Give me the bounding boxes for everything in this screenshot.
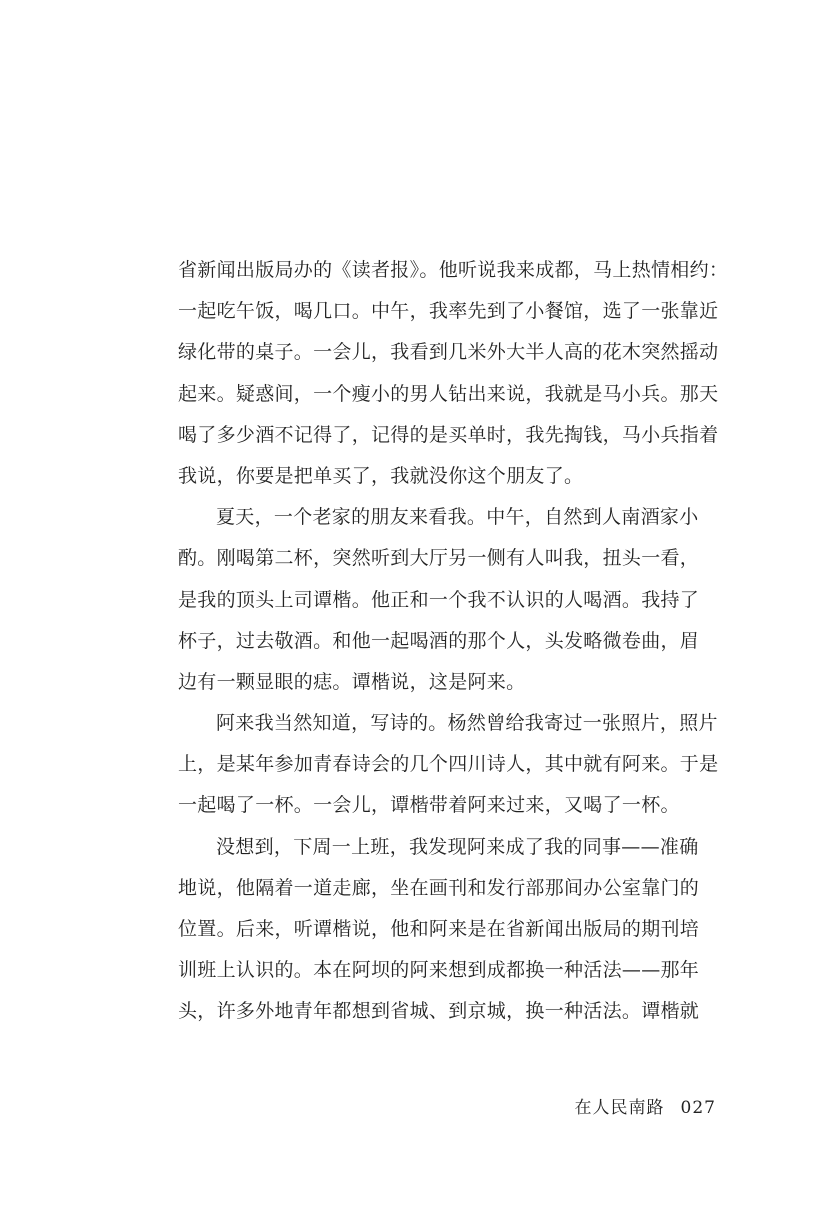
text-line: 是我的顶头上司谭楷。他正和一个我不认识的人喝酒。我持了 [178, 588, 700, 611]
text-line: 省新闻出版局办的《读者报》。他听说我来成都，马上热情相约： [178, 259, 729, 281]
text-line: 喝了多少酒不记得了，记得的是买单时，我先掏钱，马小兵指着 [178, 423, 719, 446]
text-line: 位置。后来，听谭楷说，他和阿来是在省新闻出版局的期刊培 [178, 918, 700, 940]
text-line: 边有一颗显眼的痣。谭楷说，这是阿来。 [178, 670, 526, 693]
paragraph [178, 497, 716, 703]
text-line: 夏天，一个老家的朋友来看我。中午，自然到人南酒家小 [216, 506, 699, 529]
text-line: 酌。刚喝第二杯，突然听到大厅另一侧有人叫我，扭头一看， [178, 547, 700, 570]
paragraph [178, 827, 716, 1033]
body-text [178, 250, 729, 1033]
text-line: 训班上认识的。本在阿坝的阿来想到成都换一种活法——那年 [178, 959, 700, 982]
paragraph [178, 250, 729, 497]
page-footer [520, 1093, 716, 1118]
text-line: 地说，他隔着一道走廊，坐在画刊和发行部那间办公室靠门的 [178, 876, 700, 899]
text-line: 一起吃午饭，喝几口。中午，我率先到了小餐馆，选了一张靠近 [178, 300, 719, 323]
text-line: 阿来我当然知道，写诗的。杨然曾给我寄过一张照片，照片 [216, 712, 718, 735]
text-line: 一起喝了一杯。一会儿，谭楷带着阿来过来，又喝了一杯。 [178, 794, 680, 817]
text-line: 起来。疑惑间，一个瘦小的男人钻出来说，我就是马小兵。那天 [178, 382, 719, 405]
paragraph [178, 703, 719, 827]
text-line: 头，许多外地青年都想到省城、到京城，换一种活法。谭楷就 [178, 1000, 700, 1023]
page-number: 027 [680, 1098, 716, 1118]
text-line: 绿化带的桌子。一会儿，我看到几米外大半人高的花木突然摇动 [178, 341, 719, 364]
text-line: 我说，你要是把单买了，我就没你这个朋友了。 [178, 464, 584, 487]
text-line: 杯子，过去敬酒。和他一起喝酒的那个人，头发略微卷曲，眉 [178, 629, 700, 652]
running-title: 在人民南路 [574, 1098, 665, 1118]
text-line: 上，是某年参加青春诗会的几个四川诗人，其中就有阿来。于是 [178, 753, 719, 776]
text-line: 没想到，下周一上班，我发现阿来成了我的同事——准确 [216, 835, 699, 858]
